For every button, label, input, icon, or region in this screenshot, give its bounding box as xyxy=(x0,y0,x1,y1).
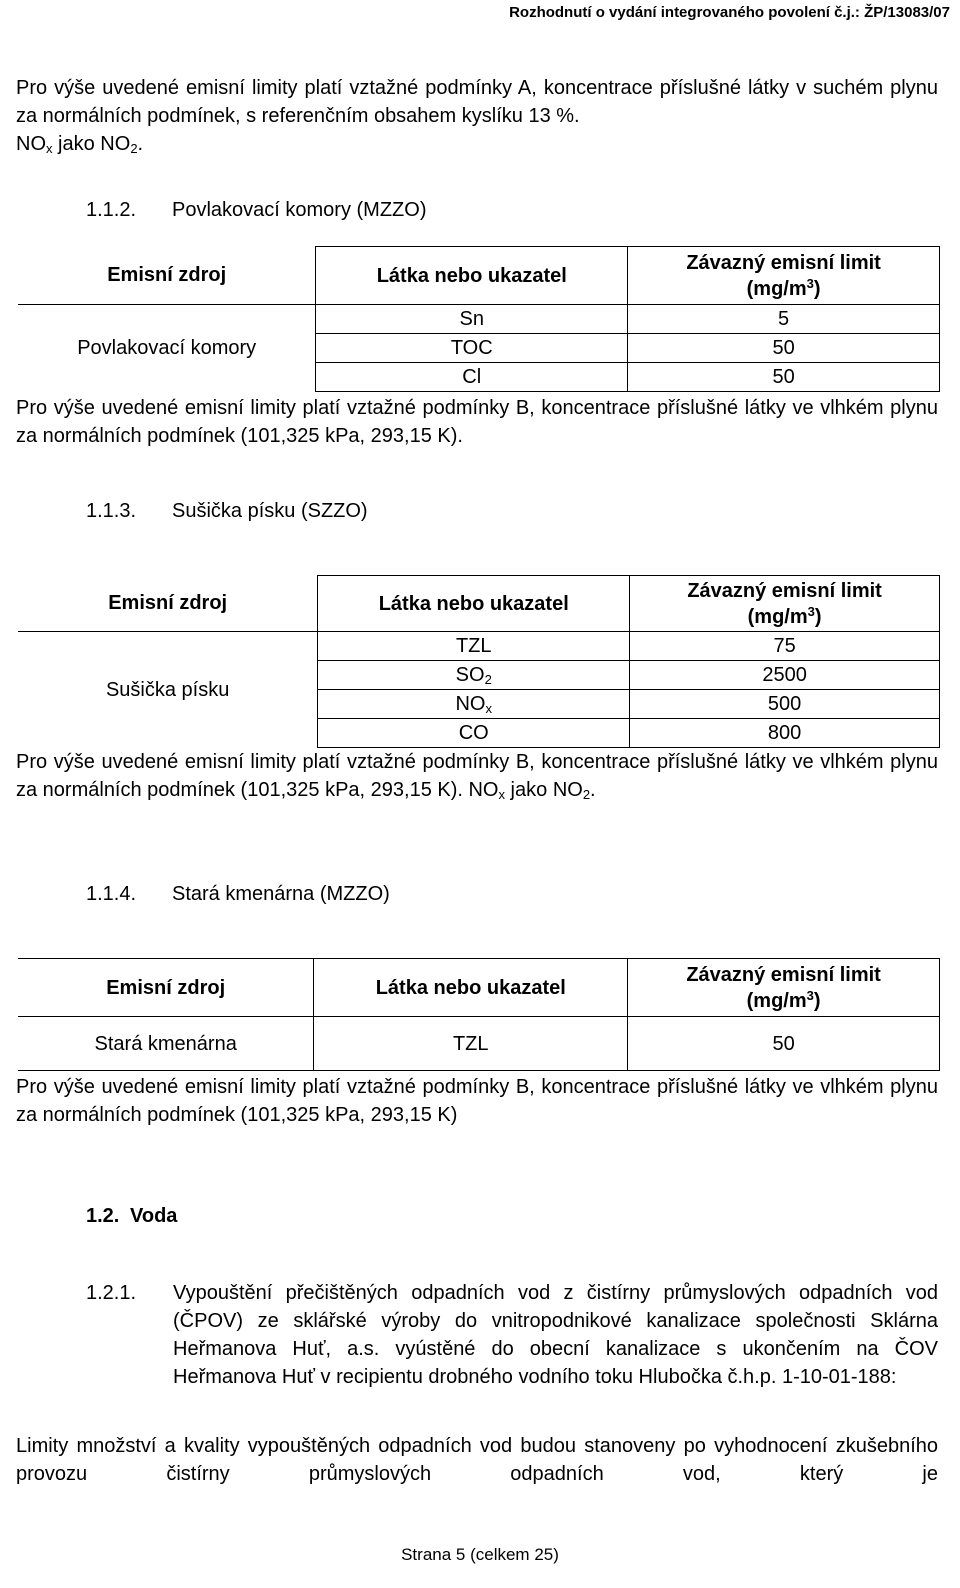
section-heading-1-2: 1.2. Voda xyxy=(86,1205,178,1227)
table-cell: 50 xyxy=(628,1017,940,1071)
table-susicka-pisku xyxy=(18,575,940,748)
section-heading-1-1-2: 1.1.2. Povlakovací komory (MZZO) xyxy=(86,199,427,221)
table-cell: TZL xyxy=(314,1017,628,1071)
table-cell: 50 xyxy=(628,334,940,363)
note-1-1-2: Pro výše uvedené emisní limity platí vztažné podmínky B, koncentrace příslušné látky ve vlhkém plynu za normálních podmínek (101,325 kPa, 293,15 K). xyxy=(16,397,938,447)
col-header-source: Emisní zdroj xyxy=(18,959,314,1017)
col-header-substance: Látka nebo ukazatel xyxy=(318,576,630,632)
col-header-limit: Závazný emisní limit $(mg/m^3)$ xyxy=(630,576,940,632)
source-cell: Sušička písku xyxy=(18,632,318,748)
table-cell: $NO_x$ xyxy=(318,690,630,719)
section-text-1-2-1: Vypouštění přečištěných odpadních vod z čistírny průmyslových odpadních vod (ČPOV) ze sklářské výroby do vnitropodnikové kanalizace společnosti Sklárna Heřmanova Huť, a.s. vyústěné do obecní kanalizace s ukončením na ČOV Heřmanova Huť v recipientu drobného vodního toku Hlubočka č.h.p. 1-10-01-188: xyxy=(173,1282,938,1388)
section-number-1-2-1: 1.2.1. xyxy=(86,1282,137,1304)
section-heading-1-1-3: 1.1.3. Sušička písku (SZZO) xyxy=(86,500,368,522)
table-cell: 500 xyxy=(630,690,940,719)
table-cell: $SO_2$ xyxy=(318,661,630,690)
source-cell: Povlakovací komory xyxy=(18,305,316,392)
note-1-1-3: Pro výše uvedené emisní limity platí vztažné podmínky B, koncentrace příslušné látky ve vlhkém plynu za normálních podmínek (101,325 kPa, 293,15 K). $NO_x$ jako $NO_2$. xyxy=(16,751,938,802)
table-cell: CO xyxy=(318,719,630,748)
table-cell: 5 xyxy=(628,305,940,334)
col-header-limit: Závazný emisní limit $(mg/m^3)$ xyxy=(628,247,940,305)
col-header-source: Emisní zdroj xyxy=(18,247,316,305)
intro-note-nox: NO xyxy=(16,133,46,155)
table-cell: 75 xyxy=(630,632,940,661)
col-header-limit: Závazný emisní limit $(mg/m^3)$ xyxy=(628,959,940,1017)
note-1-1-4: Pro výše uvedené emisní limity platí vztažné podmínky B, koncentrace příslušné látky ve vlhkém plynu za normálních podmínek (101,325 kPa, 293,15 K) xyxy=(16,1076,938,1126)
intro-note: Pro výše uvedené emisní limity platí vztažné podmínky A, koncentrace příslušné látky v suchém plynu za normálních podmínek, s referenčním obsahem kyslíku 13 %. $NO_x$ jako $NO_2$. xyxy=(16,77,938,156)
table-cell: 50 xyxy=(628,363,940,392)
intro-note-text: Pro výše uvedené emisní limity platí vztažné podmínky A, koncentrace příslušné látky v suchém plynu za normálních podmínek, s referenčním obsahem kyslíku 13 %. xyxy=(16,77,938,127)
page-footer: Strana 5 (celkem 25) xyxy=(401,1545,559,1564)
col-header-substance: Látka nebo ukazatel xyxy=(314,959,628,1017)
section-heading-1-1-4: 1.1.4. Stará kmenárna (MZZO) xyxy=(86,883,390,905)
table-cell: 2500 xyxy=(630,661,940,690)
table-cell: Cl xyxy=(316,363,628,392)
table-cell: Sn xyxy=(316,305,628,334)
table-cell: TZL xyxy=(318,632,630,661)
closing-paragraph: Limity množství a kvality vypouštěných odpadních vod budou stanoveny po vyhodnocení zkušebního provozu čistírny průmyslových odpadních vod, který je xyxy=(16,1435,938,1485)
page-header: Rozhodnutí o vydání integrovaného povolení č.j.: ŽP/13083/07 xyxy=(509,4,950,21)
col-header-substance: Látka nebo ukazatel xyxy=(316,247,628,305)
table-povlakovaci-komory xyxy=(18,246,940,392)
table-cell: 800 xyxy=(630,719,940,748)
table-cell: TOC xyxy=(316,334,628,363)
table-stara-kmenarna xyxy=(18,958,940,1071)
source-cell: Stará kmenárna xyxy=(18,1017,314,1071)
col-header-source: Emisní zdroj xyxy=(18,576,318,632)
